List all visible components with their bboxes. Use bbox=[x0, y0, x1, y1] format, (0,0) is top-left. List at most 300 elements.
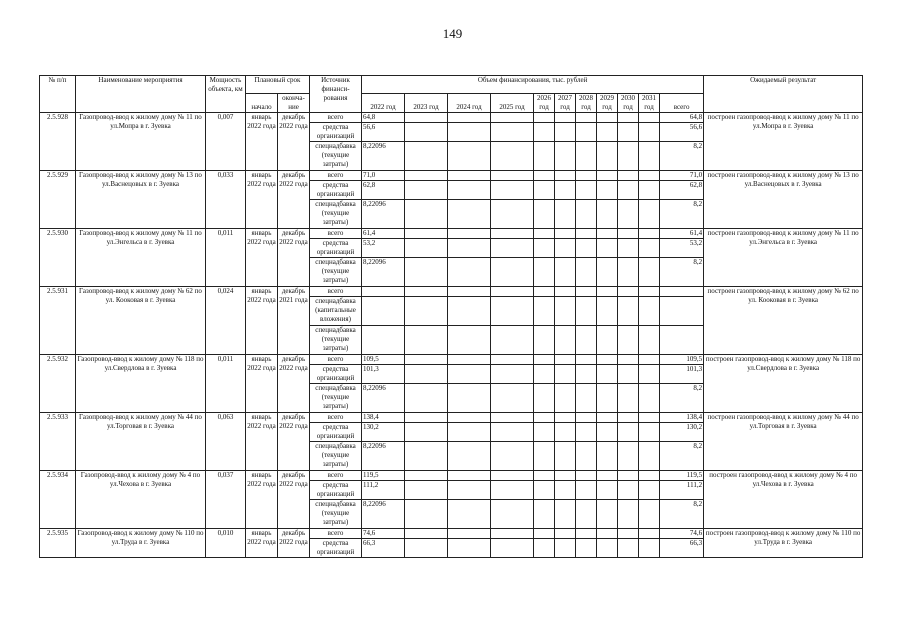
value-2027 bbox=[555, 239, 576, 258]
object-start: январь 2022 года bbox=[246, 113, 278, 171]
funding-plan-sheet bbox=[39, 75, 862, 558]
funding-source: всего bbox=[310, 529, 362, 539]
object-capacity: 0,011 bbox=[206, 355, 246, 413]
value-2027 bbox=[555, 442, 576, 471]
value-2027 bbox=[555, 423, 576, 442]
value-2031 bbox=[639, 113, 660, 123]
value-2026 bbox=[534, 481, 555, 500]
value-2026 bbox=[534, 258, 555, 287]
value-2026 bbox=[534, 539, 555, 558]
object-name: Газопровод-ввод к жилому дому № 11 по ул.Мопра в г. Зуевка bbox=[76, 113, 206, 171]
value-2024 bbox=[448, 471, 491, 481]
value-2029 bbox=[597, 529, 618, 539]
value-2023 bbox=[405, 423, 448, 442]
funding-source: средства организаций bbox=[310, 481, 362, 500]
value-total: 8,2 bbox=[660, 258, 704, 287]
value-2030 bbox=[618, 123, 639, 142]
value-2022: 74,6 bbox=[362, 529, 405, 539]
value-2030 bbox=[618, 529, 639, 539]
object-result: построен газопровод-ввод к жилому дому № 13 по ул.Васнецовых в г. Зуевка bbox=[704, 171, 863, 229]
funding-source: средства организаций bbox=[310, 123, 362, 142]
value-2024 bbox=[448, 423, 491, 442]
value-2030 bbox=[618, 471, 639, 481]
value-total bbox=[660, 297, 704, 326]
value-2028 bbox=[576, 384, 597, 413]
object-capacity: 0,037 bbox=[206, 471, 246, 529]
value-2030 bbox=[618, 539, 639, 558]
value-2030 bbox=[618, 200, 639, 229]
object-capacity: 0,063 bbox=[206, 413, 246, 471]
funding-source: спецнадбавка (текущие затраты) bbox=[310, 500, 362, 529]
value-2028 bbox=[576, 500, 597, 529]
value-2022: 8,22096 bbox=[362, 384, 405, 413]
object-capacity: 0,010 bbox=[206, 529, 246, 558]
value-2030 bbox=[618, 181, 639, 200]
object-num: 2.5.933 bbox=[40, 413, 76, 471]
value-2031 bbox=[639, 258, 660, 287]
value-2023 bbox=[405, 355, 448, 365]
value-2025 bbox=[491, 171, 534, 181]
value-2031 bbox=[639, 442, 660, 471]
value-2024 bbox=[448, 365, 491, 384]
value-2022 bbox=[362, 287, 405, 297]
value-2030 bbox=[618, 142, 639, 171]
value-2029 bbox=[597, 355, 618, 365]
value-2024 bbox=[448, 123, 491, 142]
value-2026 bbox=[534, 384, 555, 413]
value-2022: 8,22096 bbox=[362, 500, 405, 529]
funding-source: спецнадбавка (текущие затраты) bbox=[310, 258, 362, 287]
value-2025 bbox=[491, 529, 534, 539]
value-2024 bbox=[448, 297, 491, 326]
header-volume: Объем финансирования, тыс. рублей bbox=[362, 76, 704, 94]
value-2025 bbox=[491, 123, 534, 142]
value-2028 bbox=[576, 229, 597, 239]
value-2031 bbox=[639, 481, 660, 500]
header-year-2029: 2029 год bbox=[597, 94, 618, 113]
value-2025 bbox=[491, 113, 534, 123]
value-2028 bbox=[576, 142, 597, 171]
value-2023 bbox=[405, 529, 448, 539]
value-2022: 109,5 bbox=[362, 355, 405, 365]
value-2024 bbox=[448, 326, 491, 355]
value-total bbox=[660, 287, 704, 297]
value-2031 bbox=[639, 539, 660, 558]
value-2027 bbox=[555, 287, 576, 297]
header-result: Ожидаемый результат bbox=[704, 76, 863, 113]
value-2022: 62,8 bbox=[362, 181, 405, 200]
value-2024 bbox=[448, 529, 491, 539]
table-row bbox=[40, 113, 863, 123]
value-2027 bbox=[555, 258, 576, 287]
table-body bbox=[40, 113, 863, 558]
value-2027 bbox=[555, 200, 576, 229]
header-num: № п/п bbox=[40, 76, 76, 113]
table-header bbox=[40, 76, 863, 113]
object-name: Газопровод-ввод к жилому дому № 11 по ул.Энгельса в г. Зуевка bbox=[76, 229, 206, 287]
value-2028 bbox=[576, 287, 597, 297]
header-end: оконча-ние bbox=[278, 94, 310, 113]
value-2028 bbox=[576, 123, 597, 142]
value-total: 61,4 bbox=[660, 229, 704, 239]
value-2023 bbox=[405, 113, 448, 123]
value-2029 bbox=[597, 142, 618, 171]
object-end: декабрь 2022 года bbox=[278, 471, 310, 529]
value-2031 bbox=[639, 142, 660, 171]
object-capacity: 0,024 bbox=[206, 287, 246, 355]
value-2028 bbox=[576, 481, 597, 500]
value-2029 bbox=[597, 229, 618, 239]
value-2027 bbox=[555, 113, 576, 123]
value-2024 bbox=[448, 171, 491, 181]
value-2025 bbox=[491, 200, 534, 229]
value-2030 bbox=[618, 326, 639, 355]
value-total: 119,5 bbox=[660, 471, 704, 481]
object-start: январь 2022 года bbox=[246, 355, 278, 413]
value-2025 bbox=[491, 423, 534, 442]
value-2031 bbox=[639, 200, 660, 229]
value-2027 bbox=[555, 326, 576, 355]
object-name: Газопровод-ввод к жилому дому № 13 по ул.Васнецовых в г. Зуевка bbox=[76, 171, 206, 229]
value-2023 bbox=[405, 239, 448, 258]
funding-source: спецнадбавка (текущие затраты) bbox=[310, 326, 362, 355]
object-end: декабрь 2022 года bbox=[278, 171, 310, 229]
value-2022 bbox=[362, 326, 405, 355]
value-2025 bbox=[491, 239, 534, 258]
value-total: 109,5 bbox=[660, 355, 704, 365]
value-2031 bbox=[639, 171, 660, 181]
value-2024 bbox=[448, 481, 491, 500]
table-row bbox=[40, 171, 863, 181]
value-2028 bbox=[576, 297, 597, 326]
value-2028 bbox=[576, 200, 597, 229]
value-2026 bbox=[534, 181, 555, 200]
value-2024 bbox=[448, 287, 491, 297]
value-2030 bbox=[618, 413, 639, 423]
value-2025 bbox=[491, 539, 534, 558]
value-2028 bbox=[576, 258, 597, 287]
value-total: 138,4 bbox=[660, 413, 704, 423]
value-2024 bbox=[448, 500, 491, 529]
value-2026 bbox=[534, 529, 555, 539]
value-2030 bbox=[618, 423, 639, 442]
value-2022: 8,22096 bbox=[362, 442, 405, 471]
value-2024 bbox=[448, 384, 491, 413]
value-2022 bbox=[362, 297, 405, 326]
value-2026 bbox=[534, 200, 555, 229]
header-period: Плановый срок bbox=[246, 76, 310, 94]
value-2022: 119,5 bbox=[362, 471, 405, 481]
header-source: Источник финанси-рования bbox=[310, 76, 362, 113]
value-2027 bbox=[555, 365, 576, 384]
value-2027 bbox=[555, 229, 576, 239]
value-2023 bbox=[405, 123, 448, 142]
value-2031 bbox=[639, 355, 660, 365]
value-2027 bbox=[555, 123, 576, 142]
value-2023 bbox=[405, 142, 448, 171]
header-start: начало bbox=[246, 94, 278, 113]
object-start: январь 2022 года bbox=[246, 413, 278, 471]
value-2026 bbox=[534, 239, 555, 258]
funding-source: спецнадбавка (текущие затраты) bbox=[310, 200, 362, 229]
value-total: 8,2 bbox=[660, 442, 704, 471]
object-start: январь 2022 года bbox=[246, 229, 278, 287]
value-2030 bbox=[618, 365, 639, 384]
object-end: декабрь 2022 года bbox=[278, 229, 310, 287]
value-2026 bbox=[534, 500, 555, 529]
value-2025 bbox=[491, 481, 534, 500]
object-num: 2.5.928 bbox=[40, 113, 76, 171]
table-row bbox=[40, 471, 863, 481]
value-2031 bbox=[639, 365, 660, 384]
header-year-2022: 2022 год bbox=[362, 94, 405, 113]
funding-source: спецнадбавка (капитальные вложения) bbox=[310, 297, 362, 326]
value-2027 bbox=[555, 384, 576, 413]
value-2031 bbox=[639, 229, 660, 239]
object-result: построен газопровод-ввод к жилому дому № 44 по ул.Торговая в г. Зуевка bbox=[704, 413, 863, 471]
value-2026 bbox=[534, 123, 555, 142]
object-end: декабрь 2022 года bbox=[278, 355, 310, 413]
object-name: Газопровод-ввод к жилому дому № 110 по ул.Труда в г. Зуевка bbox=[76, 529, 206, 558]
value-2025 bbox=[491, 287, 534, 297]
header-year-2031: 2031 год bbox=[639, 94, 660, 113]
value-2027 bbox=[555, 539, 576, 558]
value-2028 bbox=[576, 113, 597, 123]
value-2025 bbox=[491, 442, 534, 471]
value-2022: 8,22096 bbox=[362, 258, 405, 287]
object-end: декабрь 2021 года bbox=[278, 287, 310, 355]
header-capacity: Мощность объекта, км bbox=[206, 76, 246, 113]
value-2029 bbox=[597, 365, 618, 384]
object-capacity: 0,033 bbox=[206, 171, 246, 229]
value-2025 bbox=[491, 413, 534, 423]
value-2026 bbox=[534, 442, 555, 471]
value-2030 bbox=[618, 287, 639, 297]
value-2028 bbox=[576, 355, 597, 365]
value-2031 bbox=[639, 500, 660, 529]
value-2031 bbox=[639, 181, 660, 200]
funding-plan-table bbox=[39, 75, 863, 558]
header-year-2030: 2030 год bbox=[618, 94, 639, 113]
value-2030 bbox=[618, 229, 639, 239]
value-2024 bbox=[448, 442, 491, 471]
value-2030 bbox=[618, 297, 639, 326]
header-year-2028: 2028 год bbox=[576, 94, 597, 113]
value-2023 bbox=[405, 326, 448, 355]
value-2030 bbox=[618, 481, 639, 500]
object-end: декабрь 2022 года bbox=[278, 413, 310, 471]
value-2023 bbox=[405, 481, 448, 500]
value-2024 bbox=[448, 142, 491, 171]
value-2029 bbox=[597, 471, 618, 481]
table-row bbox=[40, 229, 863, 239]
funding-source: всего bbox=[310, 471, 362, 481]
value-2024 bbox=[448, 200, 491, 229]
value-2023 bbox=[405, 181, 448, 200]
value-2022: 64,8 bbox=[362, 113, 405, 123]
value-2030 bbox=[618, 355, 639, 365]
value-2024 bbox=[448, 413, 491, 423]
value-2027 bbox=[555, 297, 576, 326]
value-2025 bbox=[491, 229, 534, 239]
value-2023 bbox=[405, 297, 448, 326]
value-total: 8,2 bbox=[660, 142, 704, 171]
value-2022: 138,4 bbox=[362, 413, 405, 423]
value-2030 bbox=[618, 500, 639, 529]
value-total: 8,2 bbox=[660, 500, 704, 529]
value-2029 bbox=[597, 258, 618, 287]
value-2030 bbox=[618, 171, 639, 181]
header-name: Наименование мероприятия bbox=[76, 76, 206, 113]
value-2029 bbox=[597, 326, 618, 355]
value-2029 bbox=[597, 287, 618, 297]
value-total: 74,6 bbox=[660, 529, 704, 539]
object-result: построен газопровод-ввод к жилому дому № 11 по ул.Мопра в г. Зуевка bbox=[704, 113, 863, 171]
value-2030 bbox=[618, 258, 639, 287]
value-2029 bbox=[597, 442, 618, 471]
value-2026 bbox=[534, 229, 555, 239]
value-2028 bbox=[576, 539, 597, 558]
value-2029 bbox=[597, 413, 618, 423]
value-2027 bbox=[555, 142, 576, 171]
value-2030 bbox=[618, 113, 639, 123]
value-2031 bbox=[639, 413, 660, 423]
object-num: 2.5.934 bbox=[40, 471, 76, 529]
value-total: 53,2 bbox=[660, 239, 704, 258]
value-2023 bbox=[405, 171, 448, 181]
table-row bbox=[40, 355, 863, 365]
value-2024 bbox=[448, 239, 491, 258]
value-2026 bbox=[534, 171, 555, 181]
funding-source: всего bbox=[310, 355, 362, 365]
table-row bbox=[40, 287, 863, 297]
object-result: построен газопровод-ввод к жилому дому № 4 по ул.Чехова в г. Зуевка bbox=[704, 471, 863, 529]
value-2023 bbox=[405, 365, 448, 384]
value-2029 bbox=[597, 423, 618, 442]
object-num: 2.5.929 bbox=[40, 171, 76, 229]
object-name: Газопровод-ввод к жилому дому № 44 по ул.Торговая в г. Зуевка bbox=[76, 413, 206, 471]
funding-source: средства организаций bbox=[310, 423, 362, 442]
value-2023 bbox=[405, 384, 448, 413]
value-2026 bbox=[534, 113, 555, 123]
object-num: 2.5.932 bbox=[40, 355, 76, 413]
value-2027 bbox=[555, 413, 576, 423]
funding-source: всего bbox=[310, 113, 362, 123]
value-2027 bbox=[555, 481, 576, 500]
value-2031 bbox=[639, 239, 660, 258]
value-total: 56,6 bbox=[660, 123, 704, 142]
object-num: 2.5.935 bbox=[40, 529, 76, 558]
header-year-2025: 2025 год bbox=[491, 94, 534, 113]
value-2029 bbox=[597, 239, 618, 258]
value-total: 62,8 bbox=[660, 181, 704, 200]
object-num: 2.5.931 bbox=[40, 287, 76, 355]
value-2029 bbox=[597, 171, 618, 181]
header-year-2024: 2024 год bbox=[448, 94, 491, 113]
value-2031 bbox=[639, 287, 660, 297]
value-2030 bbox=[618, 239, 639, 258]
value-2023 bbox=[405, 442, 448, 471]
value-2025 bbox=[491, 384, 534, 413]
object-start: январь 2022 года bbox=[246, 471, 278, 529]
value-2022: 8,22096 bbox=[362, 142, 405, 171]
value-2023 bbox=[405, 229, 448, 239]
value-2026 bbox=[534, 471, 555, 481]
funding-source: средства организаций bbox=[310, 181, 362, 200]
value-total: 8,2 bbox=[660, 384, 704, 413]
funding-source: средства организаций bbox=[310, 539, 362, 558]
value-2022: 66,3 bbox=[362, 539, 405, 558]
value-2026 bbox=[534, 326, 555, 355]
value-2025 bbox=[491, 181, 534, 200]
value-2025 bbox=[491, 297, 534, 326]
object-start: январь 2022 года bbox=[246, 287, 278, 355]
value-2028 bbox=[576, 413, 597, 423]
value-2022: 130,2 bbox=[362, 423, 405, 442]
value-2029 bbox=[597, 481, 618, 500]
value-2025 bbox=[491, 365, 534, 384]
value-2024 bbox=[448, 355, 491, 365]
value-2026 bbox=[534, 297, 555, 326]
value-2026 bbox=[534, 355, 555, 365]
value-2025 bbox=[491, 326, 534, 355]
value-2028 bbox=[576, 239, 597, 258]
value-2022: 61,4 bbox=[362, 229, 405, 239]
value-total: 111,2 bbox=[660, 481, 704, 500]
value-total: 66,3 bbox=[660, 539, 704, 558]
object-end: декабрь 2022 года bbox=[278, 529, 310, 558]
value-2027 bbox=[555, 181, 576, 200]
value-2031 bbox=[639, 326, 660, 355]
value-2028 bbox=[576, 471, 597, 481]
value-2027 bbox=[555, 529, 576, 539]
value-2025 bbox=[491, 500, 534, 529]
object-name: Газопровод-ввод к жилому дому № 118 по ул.Свердлова в г. Зуевка bbox=[76, 355, 206, 413]
funding-source: всего bbox=[310, 171, 362, 181]
value-total: 64,8 bbox=[660, 113, 704, 123]
value-2023 bbox=[405, 287, 448, 297]
object-result: построен газопровод-ввод к жилому дому № 110 по ул.Труда в г. Зуевка bbox=[704, 529, 863, 558]
value-2027 bbox=[555, 355, 576, 365]
object-start: январь 2022 года bbox=[246, 529, 278, 558]
object-start: январь 2022 года bbox=[246, 171, 278, 229]
value-2022: 111,2 bbox=[362, 481, 405, 500]
object-result: построен газопровод-ввод к жилому дому № 118 по ул.Свердлова в г. Зуевка bbox=[704, 355, 863, 413]
value-total: 71,0 bbox=[660, 171, 704, 181]
value-2029 bbox=[597, 384, 618, 413]
value-2022: 8,22096 bbox=[362, 200, 405, 229]
value-2030 bbox=[618, 384, 639, 413]
value-2024 bbox=[448, 229, 491, 239]
value-2027 bbox=[555, 500, 576, 529]
value-total: 101,3 bbox=[660, 365, 704, 384]
value-2031 bbox=[639, 423, 660, 442]
value-2026 bbox=[534, 287, 555, 297]
value-2031 bbox=[639, 297, 660, 326]
value-2029 bbox=[597, 297, 618, 326]
funding-source: спецнадбавка (текущие затраты) bbox=[310, 384, 362, 413]
value-2023 bbox=[405, 258, 448, 287]
funding-source: всего bbox=[310, 413, 362, 423]
value-2029 bbox=[597, 539, 618, 558]
funding-source: спецнадбавка (текущие затраты) bbox=[310, 142, 362, 171]
header-year-2026: 2026 год bbox=[534, 94, 555, 113]
value-2023 bbox=[405, 539, 448, 558]
value-2030 bbox=[618, 442, 639, 471]
value-2023 bbox=[405, 413, 448, 423]
value-2024 bbox=[448, 181, 491, 200]
value-2028 bbox=[576, 171, 597, 181]
